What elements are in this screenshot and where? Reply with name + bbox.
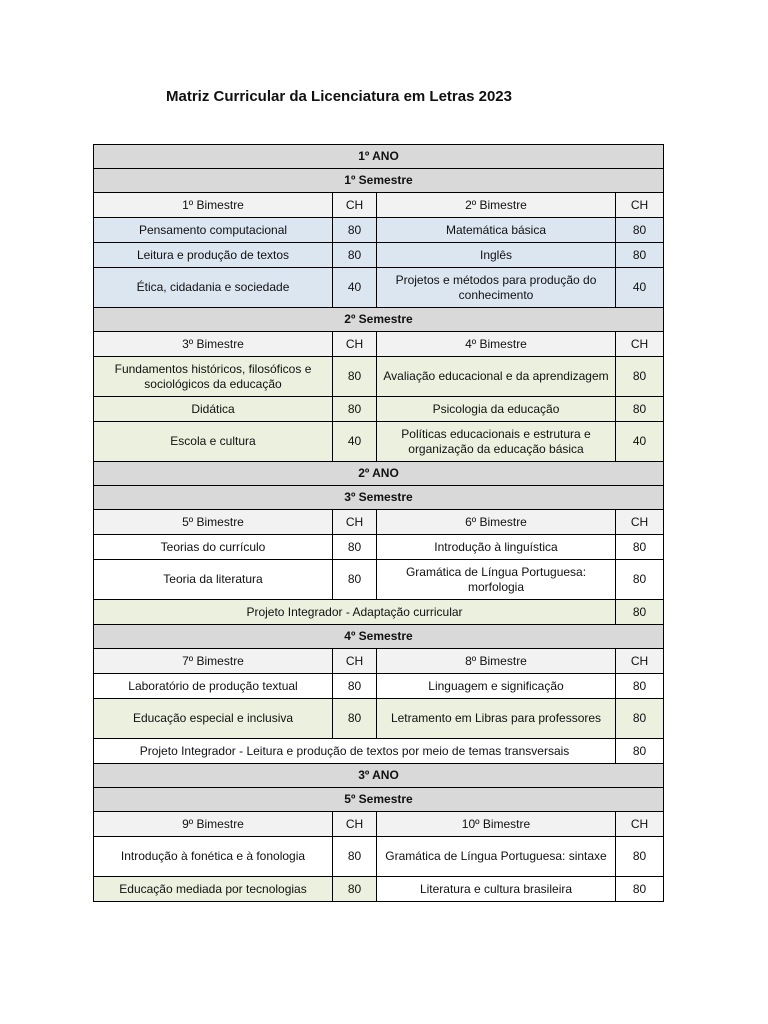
section-header: 1º Semestre xyxy=(94,169,664,193)
section-header-row xyxy=(94,764,664,788)
credit-hours: 80 xyxy=(616,837,664,877)
subject-name: Avaliação educacional e da aprendizagem xyxy=(377,357,616,397)
subject-name: Teorias do currículo xyxy=(94,535,333,560)
table-row xyxy=(94,560,664,600)
bimester-label: 7º Bimestre xyxy=(94,649,333,674)
subject-name: Educação especial e inclusiva xyxy=(94,699,333,739)
document-title: Matriz Curricular da Licenciatura em Letras 2023 xyxy=(166,88,512,105)
credit-hours: 80 xyxy=(616,397,664,422)
section-header-row xyxy=(94,486,664,510)
bimester-label: 2º Bimestre xyxy=(377,193,616,218)
subject-name: Matemática básica xyxy=(377,218,616,243)
credit-hours: 80 xyxy=(616,739,664,764)
ch-column-header: CH xyxy=(333,812,377,837)
credit-hours: 80 xyxy=(616,218,664,243)
bimester-label: 8º Bimestre xyxy=(377,649,616,674)
credit-hours: 40 xyxy=(616,268,664,308)
table-row xyxy=(94,268,664,308)
ch-column-header: CH xyxy=(333,510,377,535)
subject-name: Teoria da literatura xyxy=(94,560,333,600)
section-header-row xyxy=(94,625,664,649)
subject-name: Psicologia da educação xyxy=(377,397,616,422)
credit-hours: 80 xyxy=(333,560,377,600)
integrator-project-row xyxy=(94,600,664,625)
section-header-row xyxy=(94,462,664,486)
credit-hours: 80 xyxy=(616,674,664,699)
credit-hours: 80 xyxy=(333,837,377,877)
credit-hours: 80 xyxy=(333,877,377,902)
credit-hours: 80 xyxy=(616,535,664,560)
subject-name: Gramática de Língua Portuguesa: morfologia xyxy=(377,560,616,600)
subject-name: Educação mediada por tecnologias xyxy=(94,877,333,902)
credit-hours: 80 xyxy=(616,357,664,397)
ch-column-header: CH xyxy=(333,193,377,218)
bimester-header-row xyxy=(94,332,664,357)
ch-column-header: CH xyxy=(616,812,664,837)
table-row xyxy=(94,243,664,268)
integrator-project-row xyxy=(94,739,664,764)
subject-name: Letramento em Libras para professores xyxy=(377,699,616,739)
credit-hours: 80 xyxy=(616,877,664,902)
section-header: 4º Semestre xyxy=(94,625,664,649)
integrator-project-name: Projeto Integrador - Adaptação curricular xyxy=(94,600,616,625)
subject-name: Introdução à linguística xyxy=(377,535,616,560)
section-header-row xyxy=(94,169,664,193)
subject-name: Introdução à fonética e à fonologia xyxy=(94,837,333,877)
credit-hours: 80 xyxy=(333,397,377,422)
subject-name: Fundamentos históricos, filosóficos e sociológicos da educação xyxy=(94,357,333,397)
bimester-header-row xyxy=(94,193,664,218)
credit-hours: 80 xyxy=(616,243,664,268)
credit-hours: 80 xyxy=(616,560,664,600)
bimester-label: 1º Bimestre xyxy=(94,193,333,218)
credit-hours: 80 xyxy=(333,674,377,699)
credit-hours: 80 xyxy=(616,699,664,739)
credit-hours: 80 xyxy=(333,243,377,268)
curriculum-table xyxy=(93,144,664,902)
subject-name: Escola e cultura xyxy=(94,422,333,462)
subject-name: Laboratório de produção textual xyxy=(94,674,333,699)
subject-name: Ética, cidadania e sociedade xyxy=(94,268,333,308)
credit-hours: 80 xyxy=(333,535,377,560)
section-header: 3º ANO xyxy=(94,764,664,788)
table-row xyxy=(94,535,664,560)
subject-name: Pensamento computacional xyxy=(94,218,333,243)
bimester-label: 4º Bimestre xyxy=(377,332,616,357)
table-row xyxy=(94,422,664,462)
credit-hours: 80 xyxy=(333,699,377,739)
table-row xyxy=(94,699,664,739)
subject-name: Literatura e cultura brasileira xyxy=(377,877,616,902)
subject-name: Didática xyxy=(94,397,333,422)
bimester-label: 9º Bimestre xyxy=(94,812,333,837)
credit-hours: 40 xyxy=(616,422,664,462)
integrator-project-name: Projeto Integrador - Leitura e produção de textos por meio de temas transversais xyxy=(94,739,616,764)
section-header: 2º Semestre xyxy=(94,308,664,332)
table-row xyxy=(94,357,664,397)
section-header: 2º ANO xyxy=(94,462,664,486)
table-row xyxy=(94,877,664,902)
subject-name: Inglês xyxy=(377,243,616,268)
table-row xyxy=(94,837,664,877)
section-header: 3º Semestre xyxy=(94,486,664,510)
section-header-row xyxy=(94,145,664,169)
table-row xyxy=(94,674,664,699)
curriculum-table-body xyxy=(94,145,664,902)
ch-column-header: CH xyxy=(333,332,377,357)
credit-hours: 80 xyxy=(616,600,664,625)
bimester-label: 5º Bimestre xyxy=(94,510,333,535)
section-header-row xyxy=(94,308,664,332)
bimester-label: 10º Bimestre xyxy=(377,812,616,837)
credit-hours: 40 xyxy=(333,268,377,308)
section-header-row xyxy=(94,788,664,812)
table-row xyxy=(94,397,664,422)
ch-column-header: CH xyxy=(616,649,664,674)
subject-name: Leitura e produção de textos xyxy=(94,243,333,268)
bimester-label: 6º Bimestre xyxy=(377,510,616,535)
ch-column-header: CH xyxy=(616,332,664,357)
section-header: 5º Semestre xyxy=(94,788,664,812)
subject-name: Linguagem e significação xyxy=(377,674,616,699)
ch-column-header: CH xyxy=(616,510,664,535)
ch-column-header: CH xyxy=(616,193,664,218)
subject-name: Políticas educacionais e estrutura e organização da educação básica xyxy=(377,422,616,462)
subject-name: Gramática de Língua Portuguesa: sintaxe xyxy=(377,837,616,877)
credit-hours: 40 xyxy=(333,422,377,462)
section-header: 1º ANO xyxy=(94,145,664,169)
credit-hours: 80 xyxy=(333,218,377,243)
ch-column-header: CH xyxy=(333,649,377,674)
table-row xyxy=(94,218,664,243)
bimester-label: 3º Bimestre xyxy=(94,332,333,357)
bimester-header-row xyxy=(94,510,664,535)
bimester-header-row xyxy=(94,812,664,837)
credit-hours: 80 xyxy=(333,357,377,397)
subject-name: Projetos e métodos para produção do conhecimento xyxy=(377,268,616,308)
bimester-header-row xyxy=(94,649,664,674)
